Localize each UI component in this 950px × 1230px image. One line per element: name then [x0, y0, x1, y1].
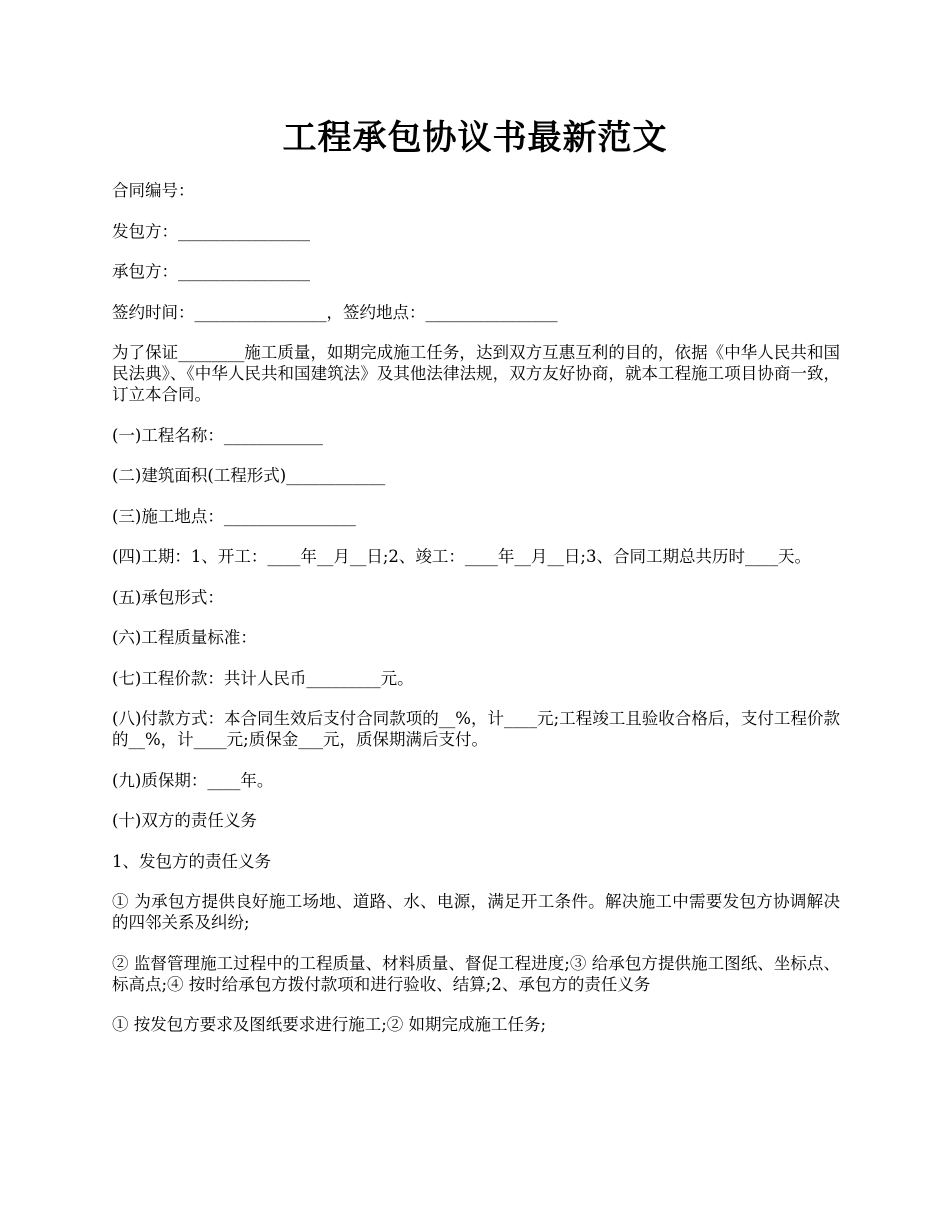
contract-number-line: 合同编号： — [112, 181, 195, 200]
preamble-paragraph: 为了保证________施工质量，如期完成施工任务，达到双方互惠互利的目的，依据《中华人民共和国民法典》、《中华人民共和国建筑法》及其他法律法规，双方友好协商，就本工程施工项目协商一致，订立本合同。 — [112, 343, 840, 404]
clause-payment-method: (八)付款方式：本合同生效后支付合同款项的__%，计____元;工程竣工且验收合格后，支付工程价款的__%，计____元;质保金___元，质保期满后支付。 — [112, 709, 840, 749]
employer-duty-1: ① 为承包方提供良好施工场地、道路、水、电源，满足开工条件。解决施工中需要发包方协调解决的四邻关系及纠纷; — [112, 892, 840, 932]
employer-line: 发包方：________________ — [112, 221, 310, 241]
clause-quality-standard: (六)工程质量标准： — [112, 628, 257, 647]
clause-responsibilities: (十)双方的责任义务 — [112, 811, 257, 830]
clause-contract-price: (七)工程价款：共计人民币_________元。 — [112, 668, 414, 688]
clause-schedule: (四)工期：1、开工：____年__月__日;2、竣工：____年__月__日;3、合同工期总共历时____天。 — [112, 547, 811, 566]
clause-contract-form: (五)承包形式： — [112, 587, 224, 607]
employer-duties-2-4: ② 监督管理施工过程中的工程质量、材料质量、督促工程进度;③ 给承包方提供施工图纸、坐标点、标高点;④ 按时给承包方拨付款项和进行验收、结算;2、承包方的责任义务 — [112, 953, 840, 994]
signing-time-place-line: 签约时间：________________，签约地点：________________ — [112, 302, 558, 322]
clause-project-name: (一)工程名称：____________ — [112, 425, 323, 445]
clause-site-location: (三)施工地点：________________ — [112, 506, 356, 526]
contractor-duties-1-2: ① 按发包方要求及图纸要求进行施工;② 如期完成施工任务; — [112, 1015, 547, 1034]
document-body — [112, 180, 840, 1055]
contractor-line: 承包方：________________ — [112, 262, 310, 281]
clause-warranty-period: (九)质保期：____年。 — [112, 770, 274, 790]
document-title: 工程承包协议书最新范文 — [282, 118, 668, 158]
clause-building-area: (二)建筑面积(工程形式)____________ — [112, 466, 386, 485]
employer-duties-heading: 1、发包方的责任义务 — [112, 851, 271, 871]
